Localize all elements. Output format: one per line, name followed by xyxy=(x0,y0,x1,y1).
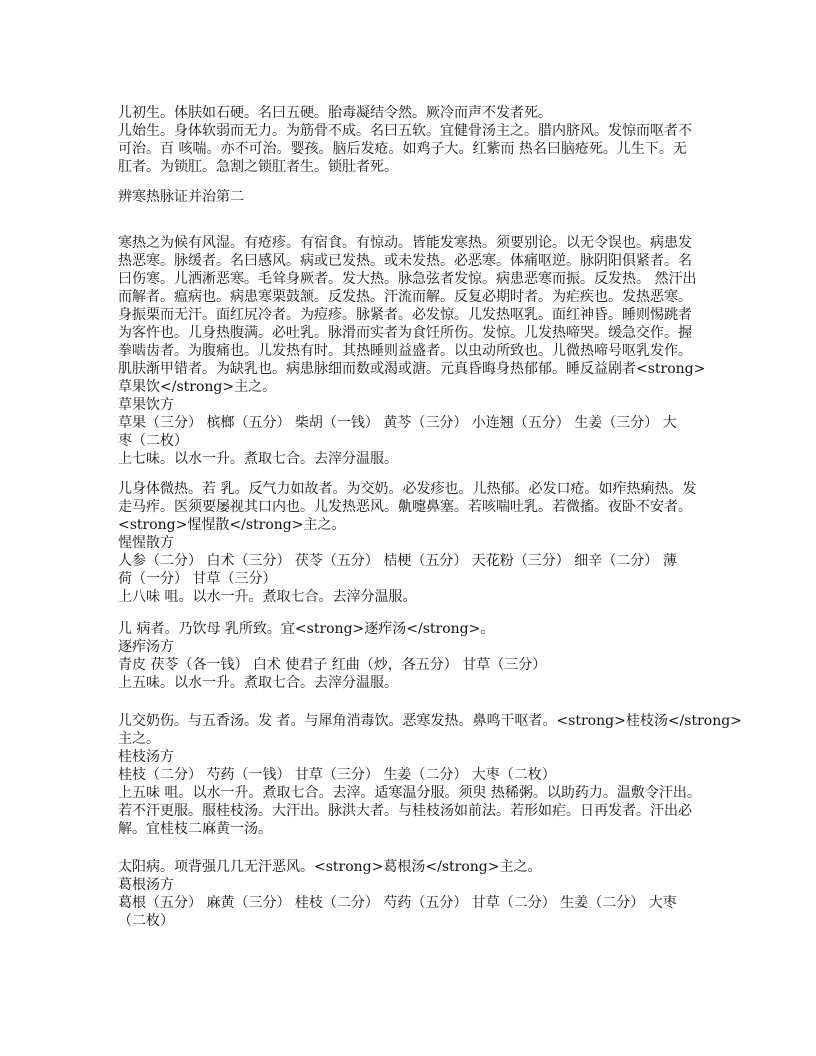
recipe-title: 惺惺散方 xyxy=(118,535,174,551)
text-line: 儿身体微热。若 乳。反气力如故者。为交奶。必发疹也。儿热郁。必发口疮。如痄热痢热。发 xyxy=(118,481,697,497)
text-line: 主之。 xyxy=(118,731,160,747)
recipe-ingredients: 葛根（五分） 麻黄（三分） 桂枝（二分） 芍药（五分） 甘草（二分） 生姜（二分） 大枣 xyxy=(118,895,677,911)
document-page xyxy=(118,104,742,930)
recipe-ingredients: 青皮 茯苓（各一钱） 白术 使君子 红曲（炒，各五分） 甘草（三分） xyxy=(118,657,547,673)
recipe-instructions: 若不汗更服。服桂枝汤。大汗出。脉洪大者。与桂枝汤如前法。若形如疟。日再发者。汗出必 xyxy=(118,803,692,819)
section-heading xyxy=(118,188,708,206)
recipe-ingredients: （二枚） xyxy=(118,913,174,929)
text-line: 儿 病者。乃饮母 乳所致。宜<strong>逐痄汤</strong>。 xyxy=(118,621,495,637)
recipe-ingredients: 草果（三分） 槟榔（五分） 柴胡（一钱） 黄芩（三分） 小连翘（五分） 生姜（三分） 大 xyxy=(118,415,677,431)
paragraph-zhuzhatang xyxy=(118,620,708,692)
paragraph-gegentang xyxy=(118,858,708,930)
text-line: 拳啮齿者。为腹痛也。儿发热有时。其热睡则益盛者。以虫动所致也。儿微热啼号呕乳发作。 xyxy=(118,343,692,359)
recipe-instructions: 解。宜桂枝二麻黄一汤。 xyxy=(118,821,272,837)
heading-text: 辨寒热脉证并治第二 xyxy=(118,189,244,205)
paragraph-xingxingsan xyxy=(118,480,708,606)
paragraph-newborn-conditions xyxy=(118,104,708,176)
text-line: 太阳病。项背强几几无汗恶风。<strong>葛根汤</strong>主之。 xyxy=(118,859,542,875)
text-line: 身振栗而无汗。面红尻冷者。为痘疹。脉紧者。必发惊。儿发热呕乳。面红神昏。睡则惕跳者 xyxy=(118,307,692,323)
recipe-instructions: 上五味 咀。以水一升。煮取七合。去滓。适寒温分服。须臾 热稀粥。以助药力。温敷令汗出。 xyxy=(118,785,701,801)
recipe-instructions: 上七味。以水一升。煮取七合。去滓分温服。 xyxy=(118,451,398,467)
paragraph-caoguoyin xyxy=(118,234,708,468)
text-line: <strong>惺惺散</strong>主之。 xyxy=(118,517,346,533)
text-line: 寒热之为候有风湿。有疮疹。有宿食。有惊动。皆能发寒热。须要别论。以无令误也。病患发 xyxy=(118,235,692,251)
text-line: 肌肤渐甲错者。为缺乳也。病患脉细而数或渴或溏。元真昏晦身热郁郁。睡反益剧者<strong> xyxy=(118,361,706,377)
recipe-ingredients: 桂枝（二分） 芍药（一钱） 甘草（三分） 生姜（二分） 大枣（二枚） xyxy=(118,767,556,783)
recipe-title: 葛根汤方 xyxy=(118,877,174,893)
text-line: 走马痄。医须要屡视其口内也。儿发热恶风。鼽嚏鼻塞。若咳喘吐乳。若微搐。夜卧不安者。 xyxy=(118,499,692,515)
recipe-ingredients: 枣（二枚） xyxy=(118,433,188,449)
text-line: 热恶寒。脉缓者。名曰感风。病或已发热。或未发热。必恶寒。体痛呕逆。脉阴阳俱紧者。名 xyxy=(118,253,692,269)
text-line: 肛者。为锁肛。急割之锁肛者生。锁肚者死。 xyxy=(118,159,398,175)
text-line: 可治。百 咳喘。亦不可治。婴孩。脑后发疮。如鸡子大。红紫而 热名曰脑疮死。儿生下。无 xyxy=(118,141,687,157)
recipe-instructions: 上八味 咀。以水一升。煮取七合。去滓分温服。 xyxy=(118,589,417,605)
recipe-title: 桂枝汤方 xyxy=(118,749,174,765)
recipe-title: 草果饮方 xyxy=(118,397,174,413)
paragraph-guizhitang xyxy=(118,712,742,838)
text-line: 儿交奶伤。与五香汤。发 者。与犀角消毒饮。恶寒发热。鼻鸣干呕者。<strong>桂枝汤</strong> xyxy=(118,713,742,729)
text-line: 儿始生。身体软弱而无力。为筋骨不成。名曰五软。宜健骨汤主之。腊内脐风。发惊而呕者不 xyxy=(118,123,692,139)
text-line: 而解者。瘟病也。病患寒栗鼓颔。反发热。汗流而解。反复必期时者。为疟疾也。发热恶寒。 xyxy=(118,289,692,305)
text-line: 为客忤也。儿身热腹满。必吐乳。脉滑而实者为食饪所伤。发惊。儿发热啼哭。缓急交作。握 xyxy=(118,325,692,341)
text-line: 曰伤寒。儿洒淅恶寒。毛耸身厥者。发大热。脉急弦者发惊。病患恶寒而振。反发热。 然汗出 xyxy=(118,271,697,287)
recipe-ingredients: 人参（二分） 白术（三分） 茯苓（五分） 桔梗（五分） 天花粉（三分） 细辛（二分） 薄 xyxy=(118,553,677,569)
recipe-ingredients: 荷（一分） 甘草（三分） xyxy=(118,571,277,587)
text-line: 儿初生。体肤如石硬。名曰五硬。胎毒凝结令然。厥冷而声不发者死。 xyxy=(118,105,552,121)
text-line: 草果饮</strong>主之。 xyxy=(118,379,277,395)
recipe-title: 逐痄汤方 xyxy=(118,639,174,655)
recipe-instructions: 上五味。以水一升。煮取七合。去滓分温服。 xyxy=(118,675,398,691)
